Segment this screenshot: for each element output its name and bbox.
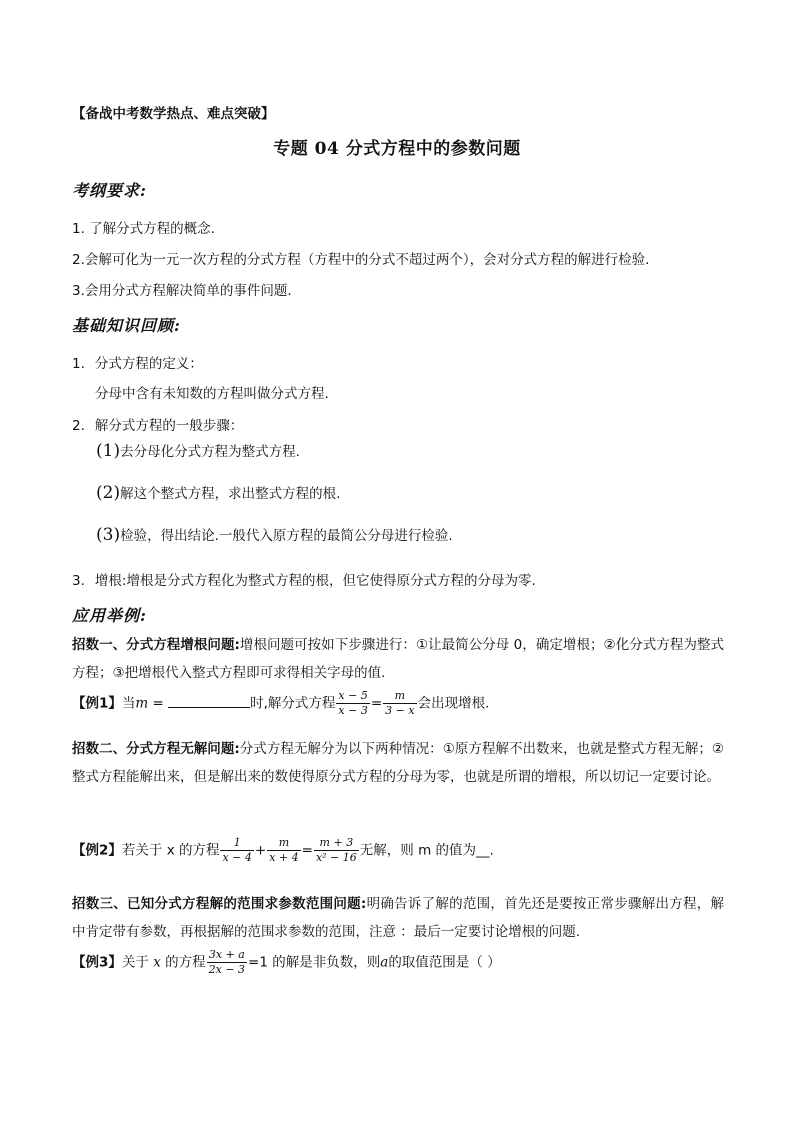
syllabus-item: 2.会解可化为一元一次方程的分式方程（方程中的分式不超过两个），会对分式方程的解进行检验. xyxy=(72,252,650,268)
example-3: 【例3】关于 x 的方程 $\frac{3x + a}{2x - 3}$ =1 的解是非负数，则a的取值范围是（ ） xyxy=(72,948,501,976)
method-3: 招数三、已知分式方程解的范围求参数范围问题:明确告诉了解的范围，首先还是要按正常步骤解出方程，解中肯定带有参数，再根据解的范围求参数的范围，注意 ：最后一定要讨论增根的问题. xyxy=(72,896,725,940)
method-1: 招数一、分式方程增根问题:增根问题可按如下步骤进行：①让最简公分母 0，确定增根；②化分式方程为整式方程；③把增根代入整式方程即可求得相关字母的值. xyxy=(72,637,724,681)
fraction: $\frac{3x + a}{2x - 3}$ xyxy=(208,948,246,976)
review-item-2: 2. 解分式方程的一般步骤： xyxy=(72,418,244,434)
header-tag: 【备战中考数学热点、难点突破】 xyxy=(72,106,275,122)
page-title: 专题 04 分式方程中的参数问题 xyxy=(273,139,521,159)
answer-blank xyxy=(168,707,250,708)
review-item-1-body: 分母中含有未知数的方程叫做分式方程. xyxy=(95,386,329,402)
section-syllabus: 考纲要求: xyxy=(72,181,147,200)
fraction: $\frac{x - 5}{x - 3}$ xyxy=(338,689,368,717)
fraction: $\frac{m + 3}{\text{x² − 16}}$ xyxy=(315,836,357,864)
step-2: (2)解这个整式方程，求出整式方程的根. xyxy=(96,483,341,503)
step-3: (3)检验，得出结论.一般代入原方程的最简公分母进行检验. xyxy=(96,525,453,545)
review-item-1: 1. 分式方程的定义： xyxy=(72,356,203,372)
step-1: (1)去分母化分式方程为整式方程. xyxy=(96,441,300,461)
method-2: 招数二、分式方程无解问题:分式方程无解分为以下两种情况：①原方程解不出数来，也就是整式方程无解；②整式方程能解出来，但是解出来的数使得原分式方程的分母为零，也就是所谓的增根，所以切记一定要讨论。 xyxy=(72,741,724,785)
fraction: $\frac{m}{x + 4}$ xyxy=(269,836,299,864)
example-1: 【例1】当m = 时,解分式方程 $\frac{x - 5}{x - 3}$ = $\frac{m}{3 - x}$ 会出现增根. xyxy=(72,689,490,717)
section-examples: 应用举例: xyxy=(72,606,147,625)
section-review: 基础知识回顾: xyxy=(72,316,181,335)
example-2: 【例2】若关于 x 的方程 $\frac{1}{x - 4}$ + $\frac{m}{x + 4}$ = $\frac{m + 3}{\text{x² − 16}}$ 无解，则 m 的值为__. xyxy=(72,836,494,864)
syllabus-item: 1. 了解分式方程的概念. xyxy=(72,221,215,237)
syllabus-item: 3.会用分式方程解决简单的事件问题. xyxy=(72,283,292,299)
fraction: $\frac{m}{3 - x}$ xyxy=(385,689,415,717)
review-item-3: 3. 增根:增根是分式方程化为整式方程的根，但它使得原分式方程的分母为零. xyxy=(72,573,536,589)
fraction: $\frac{1}{x - 4}$ xyxy=(222,836,252,864)
